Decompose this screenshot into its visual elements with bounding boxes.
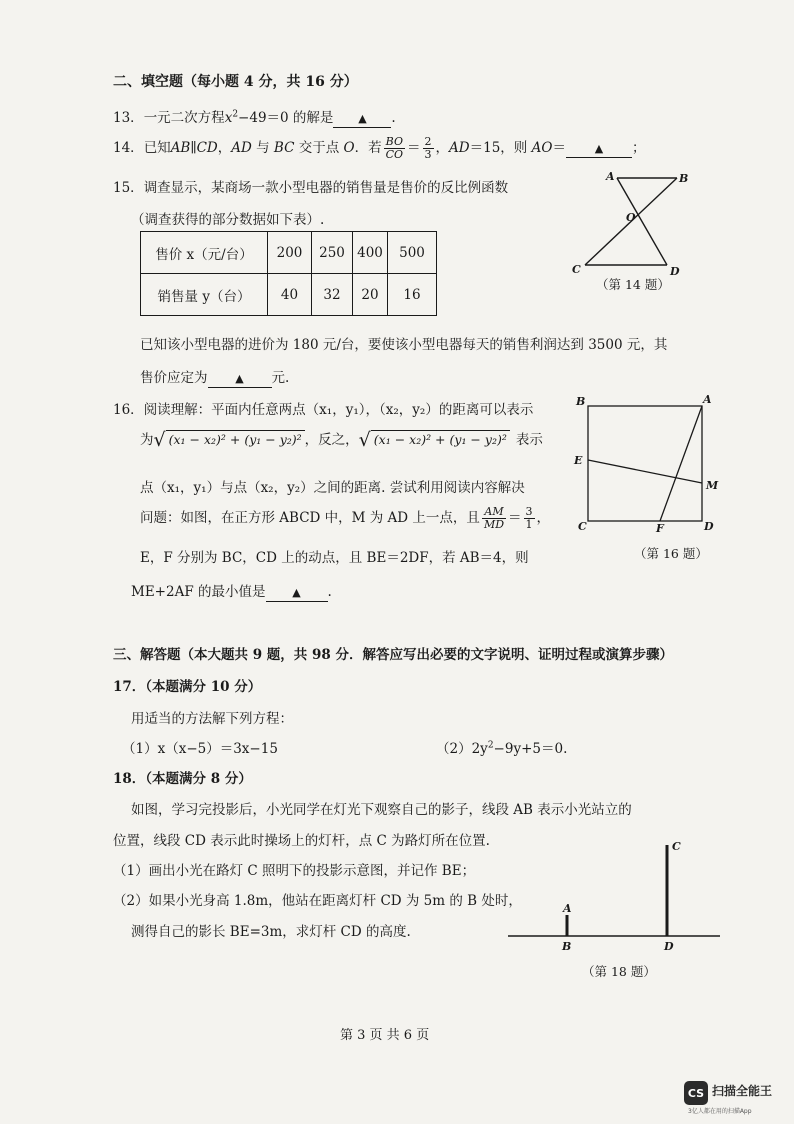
q14-text-f: ＝15，则 — [469, 140, 532, 156]
fig16-label-b: B — [576, 395, 586, 408]
q14-ab-cd: AB∥CD — [170, 140, 218, 156]
scanner-name: 扫描全能王 — [712, 1084, 773, 1098]
q15-line1-text: 调查显示，某商场一款小型电器的销售量是售价的反比例函数 — [143, 180, 509, 196]
section3-title: 三、解答题（本大题共 9 题，共 98 分．解答应写出必要的文字说明、证明过程或演算步骤） — [113, 647, 673, 663]
q13-eq-rest: −49＝0 的解是 — [238, 110, 334, 126]
blank-marker-icon: ▲ — [594, 142, 604, 155]
q17-part1: （1）x（x−5）＝3x−15 — [122, 741, 278, 757]
q13 — [113, 106, 396, 128]
q14-text-c: 交于点 — [294, 140, 344, 156]
q15-line1 — [113, 176, 508, 196]
q13-var: x — [224, 110, 233, 126]
q15-number: 15． — [113, 180, 144, 196]
q14-ad2: AD — [449, 140, 470, 156]
q14-sep1: ， — [217, 140, 232, 156]
q14-answer-blank[interactable] — [566, 140, 632, 158]
q14-text-a: 已知 — [143, 140, 171, 156]
table-cell: 20 — [353, 274, 388, 316]
q13-tail: . — [391, 110, 396, 126]
q14-val-den: 3 — [424, 148, 432, 161]
q16-radicand-1: (x₁ − x₂)² + (y₁ − y₂)² — [166, 430, 305, 447]
q16-fraction-am-md — [482, 506, 506, 531]
scanner-tagline: 3亿人都在用的扫描App — [688, 1108, 752, 1115]
q14-ad: AD — [231, 140, 252, 156]
q15-line4-b: 元. — [271, 370, 290, 386]
fig16-label-d: D — [704, 520, 714, 533]
table-row — [141, 274, 437, 316]
table-cell: 500 — [388, 232, 437, 274]
fig16-label-c: C — [578, 520, 587, 533]
fig14-label-c: C — [572, 263, 581, 276]
q18-line1: 如图，学习完投影后，小光同学在灯光下观察自己的影子，线段 AB 表示小光站立的 — [131, 802, 632, 818]
q16-line6-b: . — [327, 584, 332, 600]
q14-text-d: ．若 — [354, 140, 382, 156]
q15-line4 — [140, 366, 289, 388]
q16-line4-a: 问题：如图，在正方形 ABCD 中，M 为 AD 上一点，且 — [140, 510, 480, 526]
q14-eq: ＝ — [407, 140, 421, 156]
blank-marker-icon: ▲ — [358, 112, 367, 125]
q15-line4-a: 售价应定为 — [140, 370, 208, 386]
q14-fraction-bo-co — [384, 136, 405, 161]
fig16-label-f: F — [656, 522, 664, 535]
q15-line2: （调查获得的部分数据如下表）. — [131, 212, 325, 228]
q16-frac-num: AM — [482, 506, 506, 519]
q18-part1: （1）画出小光在路灯 C 照明下的投影示意图，并记作 BE； — [113, 863, 476, 879]
q17-part2 — [436, 737, 567, 757]
q16-val-num: 3 — [525, 505, 533, 518]
q16-line2 — [140, 428, 543, 451]
fig18-label-a: A — [563, 902, 572, 915]
q16-radicand-2: (x₁ − x₂)² + (y₁ − y₂)² — [371, 430, 510, 447]
fig18-label-c: C — [672, 840, 681, 853]
q14-bc: BC — [273, 140, 295, 156]
q14-tail: ； — [631, 140, 646, 156]
q13-exp: 2 — [232, 109, 239, 120]
blank-marker-icon: ▲ — [292, 586, 301, 599]
fig16-segment-af — [660, 406, 702, 521]
q16-line4 — [140, 506, 550, 531]
q14-text-e: ， — [435, 140, 450, 156]
fig14-label-a: A — [606, 170, 615, 183]
q16-line6 — [131, 580, 332, 602]
q16-val-den: 1 — [525, 518, 533, 531]
table-header-sales: 销售量 y（台） — [141, 274, 268, 316]
q14-text-b: 与 — [251, 140, 274, 156]
q14-frac-den: CO — [385, 148, 404, 161]
q13-answer-blank[interactable] — [333, 110, 391, 128]
q14-text-g: ＝ — [552, 140, 566, 156]
q14-val-num: 2 — [424, 135, 432, 148]
q18-part2: （2）如果小光身高 1.8m，他站在距离灯杆 CD 为 5m 的 B 处时， — [113, 893, 522, 909]
fig14-label-o: O — [626, 211, 636, 224]
q13-number: 13． — [113, 110, 144, 126]
table-cell: 40 — [268, 274, 312, 316]
q16-fraction-value — [524, 506, 535, 531]
figure-18 — [500, 835, 730, 985]
table-row — [141, 232, 437, 274]
q14 — [113, 136, 645, 161]
q15-answer-blank[interactable] — [208, 370, 272, 388]
fig14-segment-ad — [617, 178, 667, 265]
figure-14 — [560, 165, 710, 300]
q18-title: 18．（本题满分 8 分） — [113, 771, 252, 787]
q16-line3: 点（x₁，y₁）与点（x₂，y₂）之间的距离. 尝试利用阅读内容解决 — [140, 480, 525, 496]
fig14-label-d: D — [670, 265, 680, 278]
q16-answer-blank[interactable] — [266, 584, 328, 602]
fig14-label-b: B — [679, 172, 689, 185]
q14-o: O — [343, 140, 355, 156]
table-cell: 250 — [312, 232, 353, 274]
table-cell: 200 — [268, 232, 312, 274]
fig16-label-m: M — [706, 479, 719, 492]
q17-title: 17．（本题满分 10 分） — [113, 679, 262, 695]
page-footer: 第 3 页 共 6 页 — [340, 1028, 430, 1043]
q16-line1-text: 阅读理解：平面内任意两点（x₁，y₁），（x₂，y₂）的距离可以表示 — [143, 402, 534, 418]
section2-title: 二、填空题（每小题 4 分，共 16 分） — [113, 74, 358, 90]
q16-sqrt-2: √ (x₁ − x₂)² + (y₁ − y₂)² — [359, 429, 510, 451]
q16-line2-c: 表示 — [515, 432, 543, 448]
q15-line3: 已知该小型电器的进价为 180 元/台，要使该小型电器每天的销售利润达到 3500 元，其 — [140, 337, 668, 353]
q16-line2-b: ，反之， — [304, 432, 359, 448]
q17-intro: 用适当的方法解下列方程： — [131, 711, 293, 727]
q16-sqrt-1: √ (x₁ − x₂)² + (y₁ − y₂)² — [154, 429, 305, 451]
q16-line5: E，F 分别为 BC，CD 上的动点，且 BE＝2DF，若 AB＝4，则 — [140, 550, 529, 566]
q14-number: 14． — [113, 140, 144, 156]
fig16-caption: （第 16 题） — [634, 546, 708, 561]
scanner-logo-icon: CS — [684, 1081, 708, 1105]
q16-number: 16． — [113, 402, 144, 418]
blank-marker-icon: ▲ — [235, 372, 244, 385]
q16-frac-den: MD — [483, 518, 505, 531]
q14-fraction-value — [423, 136, 434, 161]
fig14-caption: （第 14 题） — [596, 277, 670, 292]
table-cell: 32 — [312, 274, 353, 316]
fig18-label-b: B — [562, 940, 572, 953]
table-cell: 16 — [388, 274, 437, 316]
q14-frac-num: BO — [384, 136, 405, 149]
fig18-caption: （第 18 题） — [582, 964, 656, 979]
fig16-segment-em — [588, 460, 702, 483]
q16-line2-a: 为 — [140, 432, 154, 448]
fig16-label-a: A — [703, 393, 712, 406]
q14-ao: AO — [531, 140, 553, 156]
fig16-label-e: E — [574, 454, 583, 467]
q16-line6-a: ME+2AF 的最小值是 — [131, 584, 266, 600]
q18-line2: 位置，线段 CD 表示此时操场上的灯杆，点 C 为路灯所在位置. — [113, 833, 490, 849]
fig18-label-d: D — [664, 940, 674, 953]
q17-part2-b: −9y+5＝0. — [493, 741, 568, 757]
q17-part2-a: （2）2y — [436, 741, 488, 757]
q18-part3: 测得自己的影长 BE=3m，求灯杆 CD 的高度. — [131, 924, 411, 940]
q16-line4-eq: ＝ — [508, 510, 522, 526]
q16-line4-b: ， — [536, 510, 551, 526]
figure-16 — [570, 390, 730, 570]
q15-data-table — [140, 231, 437, 316]
q13-text: 一元二次方程 — [143, 110, 225, 126]
table-cell: 400 — [353, 232, 388, 274]
q16-line1 — [113, 398, 533, 418]
table-header-price: 售价 x（元/台） — [141, 232, 268, 274]
q17-part2-exp: 2 — [487, 740, 494, 751]
